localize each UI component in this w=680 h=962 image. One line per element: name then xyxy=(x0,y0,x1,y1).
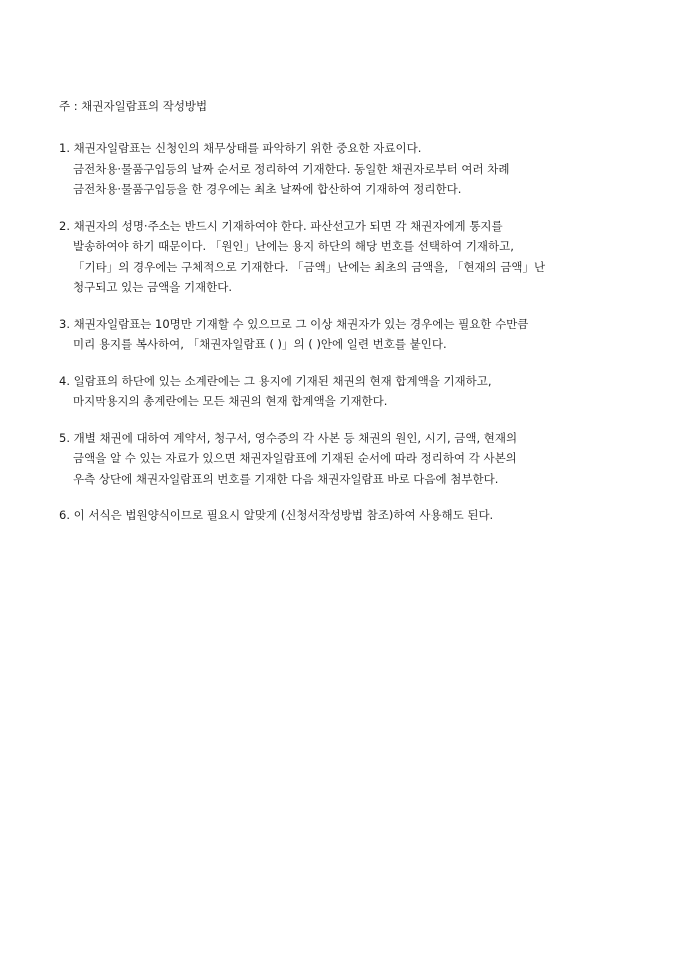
instruction-line: 청구되고 있는 금액을 기재한다. xyxy=(73,280,233,294)
instruction-line: 3. 채권자일람표는 10명만 기재할 수 있으므로 그 이상 채권자가 있는 경우에는 필요한 수만큼 xyxy=(59,316,529,331)
instruction-line: 「기타」의 경우에는 구체적으로 기재한다. 「금액」난에는 최초의 금액을, 「현재의 금액」난 xyxy=(73,259,546,274)
instruction-line: 5. 개별 채권에 대하여 계약서, 청구서, 영수증의 각 사본 등 채권의 원인, 시기, 금액, 현재의 xyxy=(59,430,518,445)
instruction-line: 금전차용·물품구입등의 날짜 순서로 정리하여 기재한다. 동일한 채권자로부터 여러 차례 xyxy=(73,161,510,176)
instruction-item xyxy=(59,216,659,298)
instruction-line: 발송하여야 하기 때문이다. 「원인」난에는 용지 하단의 해당 번호를 선택하여 기재하고, xyxy=(73,239,514,253)
instruction-line: 2. 채권자의 성명·주소는 반드시 기재하여야 한다. 파산선고가 되면 각 채권자에게 통지를 xyxy=(59,218,503,233)
instruction-line: 1. 채권자일람표는 신청인의 채무상태를 파악하기 위한 중요한 자료이다. xyxy=(59,141,422,155)
instruction-line: 금액을 알 수 있는 자료가 있으면 채권자일람표에 기재된 순서에 따라 정리하여 각 사본의 xyxy=(73,451,517,465)
instruction-item xyxy=(59,314,659,355)
instruction-line: 4. 일람표의 하단에 있는 소계란에는 그 용지에 기재된 채권의 현재 합계액을 기재하고, xyxy=(59,373,492,388)
instruction-line: 6. 이 서식은 법원양식이므로 필요시 알맞게 (신청서작성방법 참조)하여 사용해도 된다. xyxy=(59,508,494,522)
instruction-line: 우측 상단에 채권자일람표의 번호를 기재한 다음 채권자일람표 바로 다음에 첨부한다. xyxy=(73,471,499,486)
instruction-item xyxy=(59,428,659,490)
instruction-line: 미리 용지를 복사하여, 「채권자일람표 ( )」의 ( )안에 일련 번호를 붙인다. xyxy=(73,337,447,351)
instruction-line: 마지막용지의 총계란에는 모든 채권의 현재 합계액을 기재한다. xyxy=(73,394,388,408)
instruction-item xyxy=(59,505,659,526)
instruction-line: 금전차용·물품구입등을 한 경우에는 최초 날짜에 합산하여 기재하여 정리한다. xyxy=(73,182,462,196)
instruction-list xyxy=(59,138,659,542)
instruction-item xyxy=(59,371,659,412)
instruction-item xyxy=(59,138,659,200)
section-heading: 주 : 채권자일람표의 작성방법 xyxy=(59,99,208,113)
